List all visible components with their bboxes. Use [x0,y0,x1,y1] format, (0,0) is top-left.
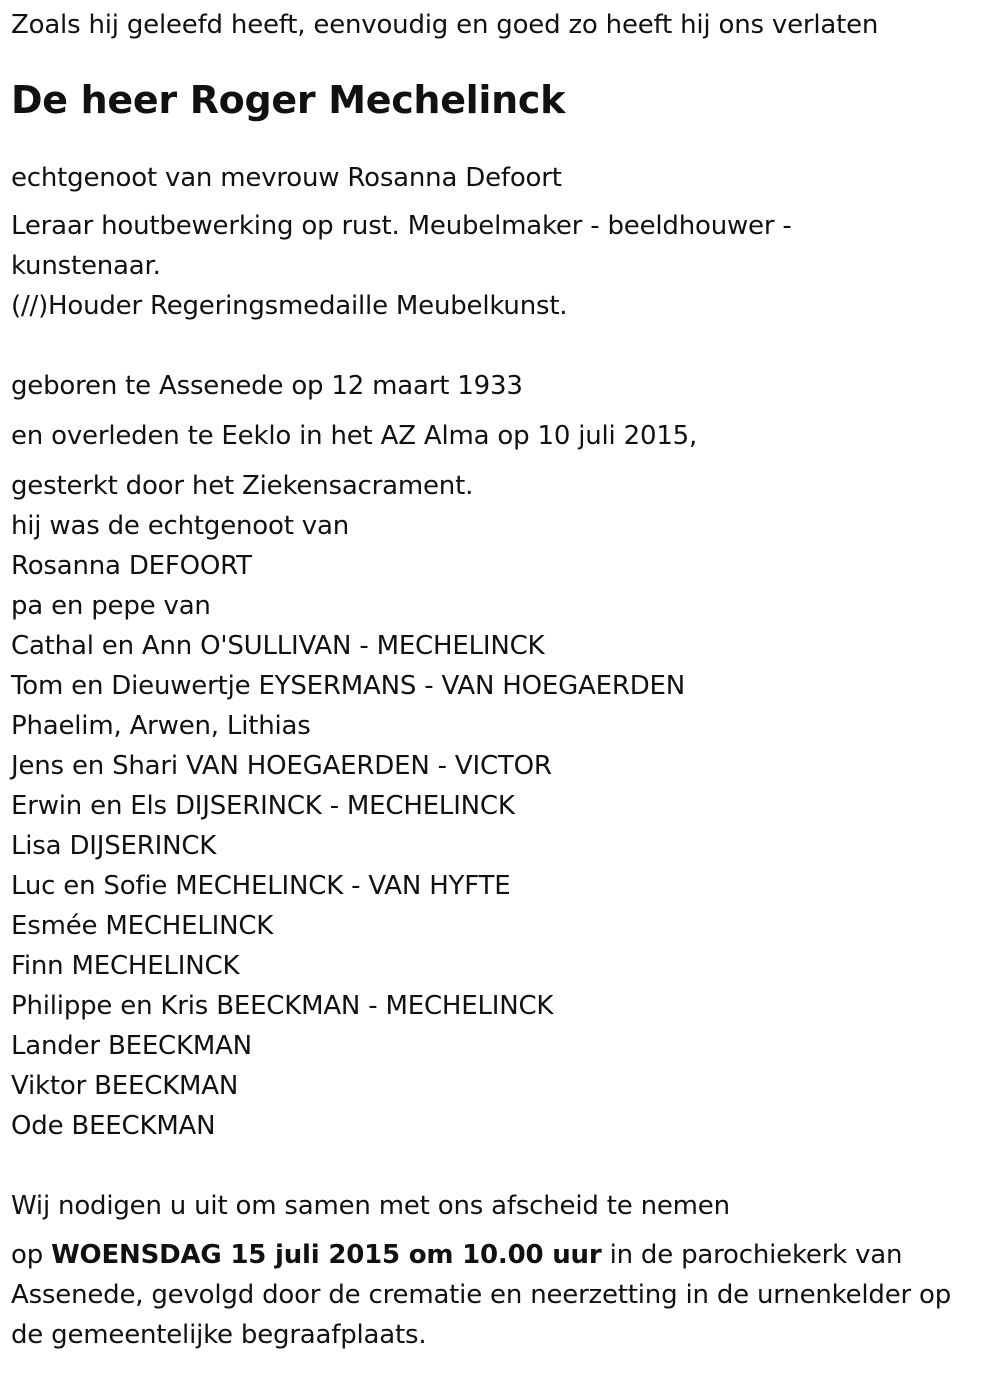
profession-block [11,206,996,326]
family-list [11,506,996,1146]
family-line: pa en pepe van [11,591,211,621]
death-line: en overleden te Eeklo in het AZ Alma op 10 juli 2015, [11,421,698,451]
profession-line: (//)Houder Regeringsmedaille Meubelkunst. [11,291,568,321]
family-line: Philippe en Kris BEECKMAN - MECHELINCK [11,991,554,1021]
family-line: Jens en Shari VAN HOEGAERDEN - VICTOR [11,751,552,781]
obituary-notice [11,0,996,1355]
family-line: Erwin en Els DIJSERINCK - MECHELINCK [11,791,515,821]
funeral-line-2: Assenede, gevolgd door de crematie en neerzetting in de urnenkelder op [11,1280,952,1310]
family-line: hij was de echtgenoot van [11,511,349,541]
family-line: Lander BEECKMAN [11,1031,252,1061]
deceased-name-heading: De heer Roger Mechelinck [11,78,566,122]
birth-line: geboren te Assenede op 12 maart 1933 [11,371,523,401]
family-line: Viktor BEECKMAN [11,1071,239,1101]
family-line: Luc en Sofie MECHELINCK - VAN HYFTE [11,871,511,901]
funeral-date-time: WOENSDAG 15 juli 2015 om 10.00 uur [51,1240,602,1270]
intro-quote: Zoals hij geleefd heeft, eenvoudig en goed zo heeft hij ons verlaten [11,10,879,40]
funeral-line-1 [11,1235,996,1275]
family-line: Rosanna DEFOORT [11,551,252,581]
profession-line: Leraar houtbewerking op rust. Meubelmaker - beeldhouwer - [11,211,792,241]
family-line: Esmée MECHELINCK [11,911,274,941]
family-line: Phaelim, Arwen, Lithias [11,711,311,741]
spouse-line: echtgenoot van mevrouw Rosanna Defoort [11,163,562,193]
profession-line: kunstenaar. [11,251,161,281]
family-line: Ode BEECKMAN [11,1111,216,1141]
invitation-line: Wij nodigen u uit om samen met ons afscheid te nemen [11,1191,730,1221]
funeral-prefix: op [11,1240,52,1270]
family-line: Finn MECHELINCK [11,951,240,981]
family-line: Lisa DIJSERINCK [11,831,217,861]
funeral-details [11,1235,996,1355]
funeral-line-3: de gemeentelijke begraafplaats. [11,1320,427,1350]
family-line: Tom en Dieuwertje EYSERMANS - VAN HOEGAERDEN [11,671,686,701]
sacrament-line: gesterkt door het Ziekensacrament. [11,471,474,501]
family-line: Cathal en Ann O'SULLIVAN - MECHELINCK [11,631,545,661]
funeral-location: in de parochiekerk van [601,1240,903,1270]
